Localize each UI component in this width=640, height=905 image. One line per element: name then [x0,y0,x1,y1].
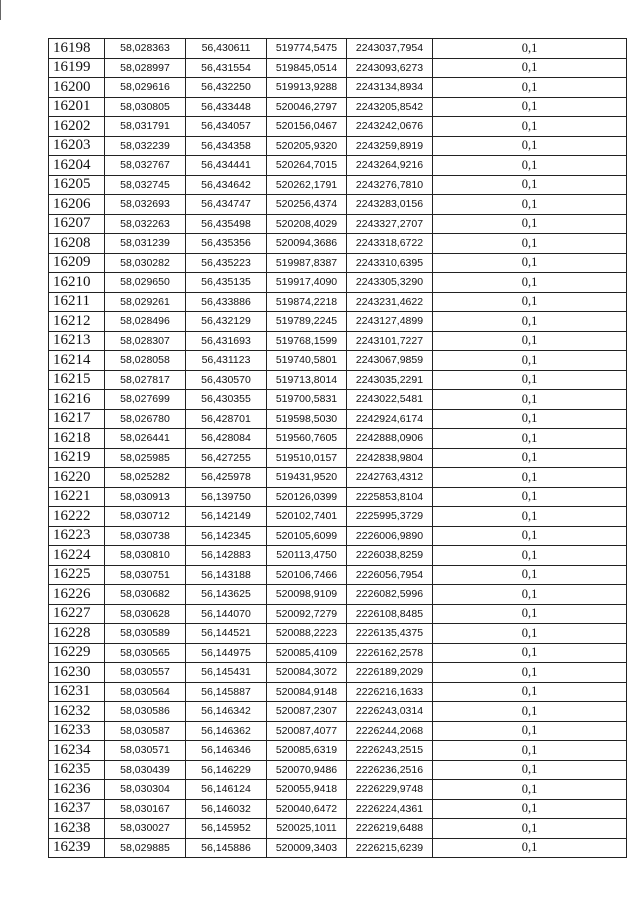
y-coordinate-cell: 2226243,0314 [347,702,433,722]
x-coordinate-cell: 520084,3072 [267,663,347,683]
table-row [49,175,627,195]
accuracy-cell: 0,1 [433,175,627,195]
y-coordinate-cell: 2243067,9859 [347,351,433,371]
latitude-cell: 58,027699 [105,390,186,410]
y-coordinate-cell: 2226215,6239 [347,838,433,858]
x-coordinate-cell: 519774,5475 [267,39,347,59]
y-coordinate-cell: 2243305,3290 [347,273,433,293]
table-row [49,741,627,761]
y-coordinate-cell: 2243035,2291 [347,370,433,390]
table-row [49,799,627,819]
latitude-cell: 58,025985 [105,448,186,468]
table-row [49,273,627,293]
accuracy-cell: 0,1 [433,565,627,585]
point-number-cell: 16225 [49,565,105,585]
point-number-cell: 16236 [49,780,105,800]
latitude-cell: 58,028307 [105,331,186,351]
y-coordinate-cell: 2243101,7227 [347,331,433,351]
table-row [49,78,627,98]
latitude-cell: 58,030628 [105,604,186,624]
x-coordinate-cell: 520105,6099 [267,526,347,546]
y-coordinate-cell: 2243127,4899 [347,312,433,332]
longitude-cell: 56,435498 [186,214,267,234]
accuracy-cell: 0,1 [433,507,627,527]
longitude-cell: 56,144975 [186,643,267,663]
accuracy-cell: 0,1 [433,780,627,800]
x-coordinate-cell: 520087,4077 [267,721,347,741]
latitude-cell: 58,030027 [105,819,186,839]
accuracy-cell: 0,1 [433,390,627,410]
latitude-cell: 58,030586 [105,702,186,722]
longitude-cell: 56,430611 [186,39,267,59]
latitude-cell: 58,030282 [105,253,186,273]
table-row [49,448,627,468]
accuracy-cell: 0,1 [433,838,627,858]
accuracy-cell: 0,1 [433,487,627,507]
x-coordinate-cell: 519431,9520 [267,468,347,488]
x-coordinate-cell: 520092,7279 [267,604,347,624]
y-coordinate-cell: 2225853,8104 [347,487,433,507]
point-number-cell: 16234 [49,741,105,761]
point-number-cell: 16231 [49,682,105,702]
table-row [49,624,627,644]
table-row [49,585,627,605]
latitude-cell: 58,032263 [105,214,186,234]
longitude-cell: 56,430355 [186,390,267,410]
y-coordinate-cell: 2243276,7810 [347,175,433,195]
y-coordinate-cell: 2242888,0906 [347,429,433,449]
table-row [49,819,627,839]
point-number-cell: 16218 [49,429,105,449]
latitude-cell: 58,025282 [105,468,186,488]
point-number-cell: 16229 [49,643,105,663]
y-coordinate-cell: 2243310,6395 [347,253,433,273]
y-coordinate-cell: 2243037,7954 [347,39,433,59]
latitude-cell: 58,030682 [105,585,186,605]
table-row [49,780,627,800]
table-body [49,39,627,858]
latitude-cell: 58,030712 [105,507,186,527]
x-coordinate-cell: 519789,2245 [267,312,347,332]
longitude-cell: 56,428084 [186,429,267,449]
accuracy-cell: 0,1 [433,468,627,488]
point-number-cell: 16209 [49,253,105,273]
point-number-cell: 16232 [49,702,105,722]
latitude-cell: 58,030587 [105,721,186,741]
accuracy-cell: 0,1 [433,253,627,273]
accuracy-cell: 0,1 [433,292,627,312]
y-coordinate-cell: 2226219,6488 [347,819,433,839]
point-number-cell: 16206 [49,195,105,215]
table-row [49,643,627,663]
point-number-cell: 16233 [49,721,105,741]
table-row [49,351,627,371]
y-coordinate-cell: 2226108,8485 [347,604,433,624]
table-row [49,312,627,332]
latitude-cell: 58,028363 [105,39,186,59]
longitude-cell: 56,145886 [186,838,267,858]
longitude-cell: 56,430570 [186,370,267,390]
latitude-cell: 58,028058 [105,351,186,371]
accuracy-cell: 0,1 [433,156,627,176]
y-coordinate-cell: 2226243,2515 [347,741,433,761]
y-coordinate-cell: 2226162,2578 [347,643,433,663]
accuracy-cell: 0,1 [433,448,627,468]
x-coordinate-cell: 520088,2223 [267,624,347,644]
longitude-cell: 56,433448 [186,97,267,117]
point-number-cell: 16216 [49,390,105,410]
point-number-cell: 16200 [49,78,105,98]
y-coordinate-cell: 2243318,6722 [347,234,433,254]
table-row [49,526,627,546]
accuracy-cell: 0,1 [433,58,627,78]
table-row [49,117,627,137]
y-coordinate-cell: 2226236,2516 [347,760,433,780]
table-row [49,253,627,273]
latitude-cell: 58,029650 [105,273,186,293]
accuracy-cell: 0,1 [433,78,627,98]
y-coordinate-cell: 2243134,8934 [347,78,433,98]
point-number-cell: 16211 [49,292,105,312]
point-number-cell: 16204 [49,156,105,176]
point-number-cell: 16237 [49,799,105,819]
y-coordinate-cell: 2226038,8259 [347,546,433,566]
x-coordinate-cell: 519913,9288 [267,78,347,98]
accuracy-cell: 0,1 [433,331,627,351]
longitude-cell: 56,435135 [186,273,267,293]
x-coordinate-cell: 520070,9486 [267,760,347,780]
y-coordinate-cell: 2226216,1633 [347,682,433,702]
latitude-cell: 58,030738 [105,526,186,546]
longitude-cell: 56,139750 [186,487,267,507]
table-row [49,292,627,312]
longitude-cell: 56,146124 [186,780,267,800]
point-number-cell: 16219 [49,448,105,468]
x-coordinate-cell: 519713,8014 [267,370,347,390]
table-row [49,604,627,624]
point-number-cell: 16220 [49,468,105,488]
accuracy-cell: 0,1 [433,643,627,663]
accuracy-cell: 0,1 [433,429,627,449]
table-row [49,58,627,78]
y-coordinate-cell: 2243283,0156 [347,195,433,215]
x-coordinate-cell: 519700,5831 [267,390,347,410]
latitude-cell: 58,029616 [105,78,186,98]
y-coordinate-cell: 2243022,5481 [347,390,433,410]
accuracy-cell: 0,1 [433,234,627,254]
accuracy-cell: 0,1 [433,370,627,390]
accuracy-cell: 0,1 [433,136,627,156]
y-coordinate-cell: 2226056,7954 [347,565,433,585]
x-coordinate-cell: 520009,3403 [267,838,347,858]
point-number-cell: 16239 [49,838,105,858]
table-row [49,760,627,780]
accuracy-cell: 0,1 [433,604,627,624]
point-number-cell: 16230 [49,663,105,683]
table-row [49,468,627,488]
x-coordinate-cell: 520085,6319 [267,741,347,761]
longitude-cell: 56,144521 [186,624,267,644]
accuracy-cell: 0,1 [433,585,627,605]
latitude-cell: 58,032745 [105,175,186,195]
table-row [49,136,627,156]
accuracy-cell: 0,1 [433,117,627,137]
longitude-cell: 56,142883 [186,546,267,566]
x-coordinate-cell: 520087,2307 [267,702,347,722]
latitude-cell: 58,031791 [105,117,186,137]
accuracy-cell: 0,1 [433,819,627,839]
y-coordinate-cell: 2243093,6273 [347,58,433,78]
point-number-cell: 16212 [49,312,105,332]
table-row [49,429,627,449]
latitude-cell: 58,026441 [105,429,186,449]
point-number-cell: 16226 [49,585,105,605]
accuracy-cell: 0,1 [433,312,627,332]
latitude-cell: 58,030304 [105,780,186,800]
latitude-cell: 58,031239 [105,234,186,254]
latitude-cell: 58,030751 [105,565,186,585]
accuracy-cell: 0,1 [433,39,627,59]
accuracy-cell: 0,1 [433,624,627,644]
table-row [49,487,627,507]
x-coordinate-cell: 519768,1599 [267,331,347,351]
x-coordinate-cell: 519845,0514 [267,58,347,78]
point-number-cell: 16207 [49,214,105,234]
latitude-cell: 58,030571 [105,741,186,761]
longitude-cell: 56,435223 [186,253,267,273]
y-coordinate-cell: 2226082,5996 [347,585,433,605]
x-coordinate-cell: 520106,7466 [267,565,347,585]
table-row [49,507,627,527]
latitude-cell: 58,030557 [105,663,186,683]
coordinates-table [48,38,627,858]
accuracy-cell: 0,1 [433,273,627,293]
latitude-cell: 58,029261 [105,292,186,312]
accuracy-cell: 0,1 [433,721,627,741]
longitude-cell: 56,425978 [186,468,267,488]
document-page [48,38,626,858]
table-row [49,39,627,59]
accuracy-cell: 0,1 [433,97,627,117]
latitude-cell: 58,028496 [105,312,186,332]
accuracy-cell: 0,1 [433,546,627,566]
x-coordinate-cell: 520055,9418 [267,780,347,800]
longitude-cell: 56,145952 [186,819,267,839]
accuracy-cell: 0,1 [433,663,627,683]
x-coordinate-cell: 520208,4029 [267,214,347,234]
point-number-cell: 16199 [49,58,105,78]
longitude-cell: 56,431693 [186,331,267,351]
accuracy-cell: 0,1 [433,799,627,819]
point-number-cell: 16221 [49,487,105,507]
table-row [49,195,627,215]
y-coordinate-cell: 2243242,0676 [347,117,433,137]
latitude-cell: 58,026780 [105,409,186,429]
y-coordinate-cell: 2226135,4375 [347,624,433,644]
longitude-cell: 56,434441 [186,156,267,176]
x-coordinate-cell: 520040,6472 [267,799,347,819]
point-number-cell: 16227 [49,604,105,624]
longitude-cell: 56,434057 [186,117,267,137]
point-number-cell: 16228 [49,624,105,644]
y-coordinate-cell: 2242763,4312 [347,468,433,488]
point-number-cell: 16202 [49,117,105,137]
longitude-cell: 56,146362 [186,721,267,741]
accuracy-cell: 0,1 [433,760,627,780]
latitude-cell: 58,030805 [105,97,186,117]
x-coordinate-cell: 520256,4374 [267,195,347,215]
x-coordinate-cell: 520046,2797 [267,97,347,117]
latitude-cell: 58,029885 [105,838,186,858]
longitude-cell: 56,146032 [186,799,267,819]
x-coordinate-cell: 520025,1011 [267,819,347,839]
latitude-cell: 58,027817 [105,370,186,390]
latitude-cell: 58,030439 [105,760,186,780]
point-number-cell: 16213 [49,331,105,351]
latitude-cell: 58,030810 [105,546,186,566]
longitude-cell: 56,142149 [186,507,267,527]
point-number-cell: 16201 [49,97,105,117]
longitude-cell: 56,142345 [186,526,267,546]
table-row [49,214,627,234]
latitude-cell: 58,030913 [105,487,186,507]
table-row [49,721,627,741]
table-row [49,409,627,429]
longitude-cell: 56,143188 [186,565,267,585]
x-coordinate-cell: 520262,1791 [267,175,347,195]
point-number-cell: 16223 [49,526,105,546]
longitude-cell: 56,143625 [186,585,267,605]
longitude-cell: 56,434747 [186,195,267,215]
accuracy-cell: 0,1 [433,409,627,429]
longitude-cell: 56,432129 [186,312,267,332]
point-number-cell: 16222 [49,507,105,527]
longitude-cell: 56,146229 [186,760,267,780]
y-coordinate-cell: 2243231,4622 [347,292,433,312]
longitude-cell: 56,146342 [186,702,267,722]
point-number-cell: 16224 [49,546,105,566]
longitude-cell: 56,435356 [186,234,267,254]
accuracy-cell: 0,1 [433,682,627,702]
accuracy-cell: 0,1 [433,195,627,215]
x-coordinate-cell: 520094,3686 [267,234,347,254]
longitude-cell: 56,431554 [186,58,267,78]
y-coordinate-cell: 2242924,6174 [347,409,433,429]
longitude-cell: 56,145431 [186,663,267,683]
table-row [49,234,627,254]
x-coordinate-cell: 520156,0467 [267,117,347,137]
longitude-cell: 56,144070 [186,604,267,624]
table-row [49,702,627,722]
point-number-cell: 16208 [49,234,105,254]
y-coordinate-cell: 2226189,2029 [347,663,433,683]
y-coordinate-cell: 2243264,9216 [347,156,433,176]
y-coordinate-cell: 2226244,2068 [347,721,433,741]
x-coordinate-cell: 520113,4750 [267,546,347,566]
x-coordinate-cell: 519510,0157 [267,448,347,468]
y-coordinate-cell: 2226229,9748 [347,780,433,800]
x-coordinate-cell: 520205,9320 [267,136,347,156]
point-number-cell: 16217 [49,409,105,429]
x-coordinate-cell: 519560,7605 [267,429,347,449]
accuracy-cell: 0,1 [433,526,627,546]
longitude-cell: 56,427255 [186,448,267,468]
table-row [49,97,627,117]
table-row [49,663,627,683]
point-number-cell: 16215 [49,370,105,390]
y-coordinate-cell: 2243259,8919 [347,136,433,156]
x-coordinate-cell: 520084,9148 [267,682,347,702]
x-coordinate-cell: 520264,7015 [267,156,347,176]
table-row [49,390,627,410]
table-row [49,838,627,858]
x-coordinate-cell: 520098,9109 [267,585,347,605]
table-row [49,331,627,351]
point-number-cell: 16203 [49,136,105,156]
x-coordinate-cell: 519740,5801 [267,351,347,371]
table-row [49,546,627,566]
x-coordinate-cell: 519598,5030 [267,409,347,429]
point-number-cell: 16235 [49,760,105,780]
table-row [49,370,627,390]
table-row [49,156,627,176]
latitude-cell: 58,030565 [105,643,186,663]
latitude-cell: 58,032693 [105,195,186,215]
page-margin-mark [0,0,1,20]
x-coordinate-cell: 519987,8387 [267,253,347,273]
point-number-cell: 16198 [49,39,105,59]
latitude-cell: 58,030564 [105,682,186,702]
point-number-cell: 16214 [49,351,105,371]
x-coordinate-cell: 519874,2218 [267,292,347,312]
latitude-cell: 58,030167 [105,799,186,819]
point-number-cell: 16238 [49,819,105,839]
y-coordinate-cell: 2243205,8542 [347,97,433,117]
x-coordinate-cell: 520102,7401 [267,507,347,527]
y-coordinate-cell: 2226006,9890 [347,526,433,546]
longitude-cell: 56,431123 [186,351,267,371]
longitude-cell: 56,434642 [186,175,267,195]
y-coordinate-cell: 2243327,2707 [347,214,433,234]
accuracy-cell: 0,1 [433,702,627,722]
table-row [49,565,627,585]
y-coordinate-cell: 2242838,9804 [347,448,433,468]
accuracy-cell: 0,1 [433,351,627,371]
latitude-cell: 58,028997 [105,58,186,78]
table-row [49,682,627,702]
accuracy-cell: 0,1 [433,741,627,761]
longitude-cell: 56,434358 [186,136,267,156]
longitude-cell: 56,146346 [186,741,267,761]
latitude-cell: 58,032767 [105,156,186,176]
longitude-cell: 56,145887 [186,682,267,702]
x-coordinate-cell: 520085,4109 [267,643,347,663]
y-coordinate-cell: 2225995,3729 [347,507,433,527]
y-coordinate-cell: 2226224,4361 [347,799,433,819]
x-coordinate-cell: 520126,0399 [267,487,347,507]
longitude-cell: 56,432250 [186,78,267,98]
latitude-cell: 58,030589 [105,624,186,644]
longitude-cell: 56,428701 [186,409,267,429]
point-number-cell: 16205 [49,175,105,195]
accuracy-cell: 0,1 [433,214,627,234]
point-number-cell: 16210 [49,273,105,293]
x-coordinate-cell: 519917,4090 [267,273,347,293]
latitude-cell: 58,032239 [105,136,186,156]
longitude-cell: 56,433886 [186,292,267,312]
